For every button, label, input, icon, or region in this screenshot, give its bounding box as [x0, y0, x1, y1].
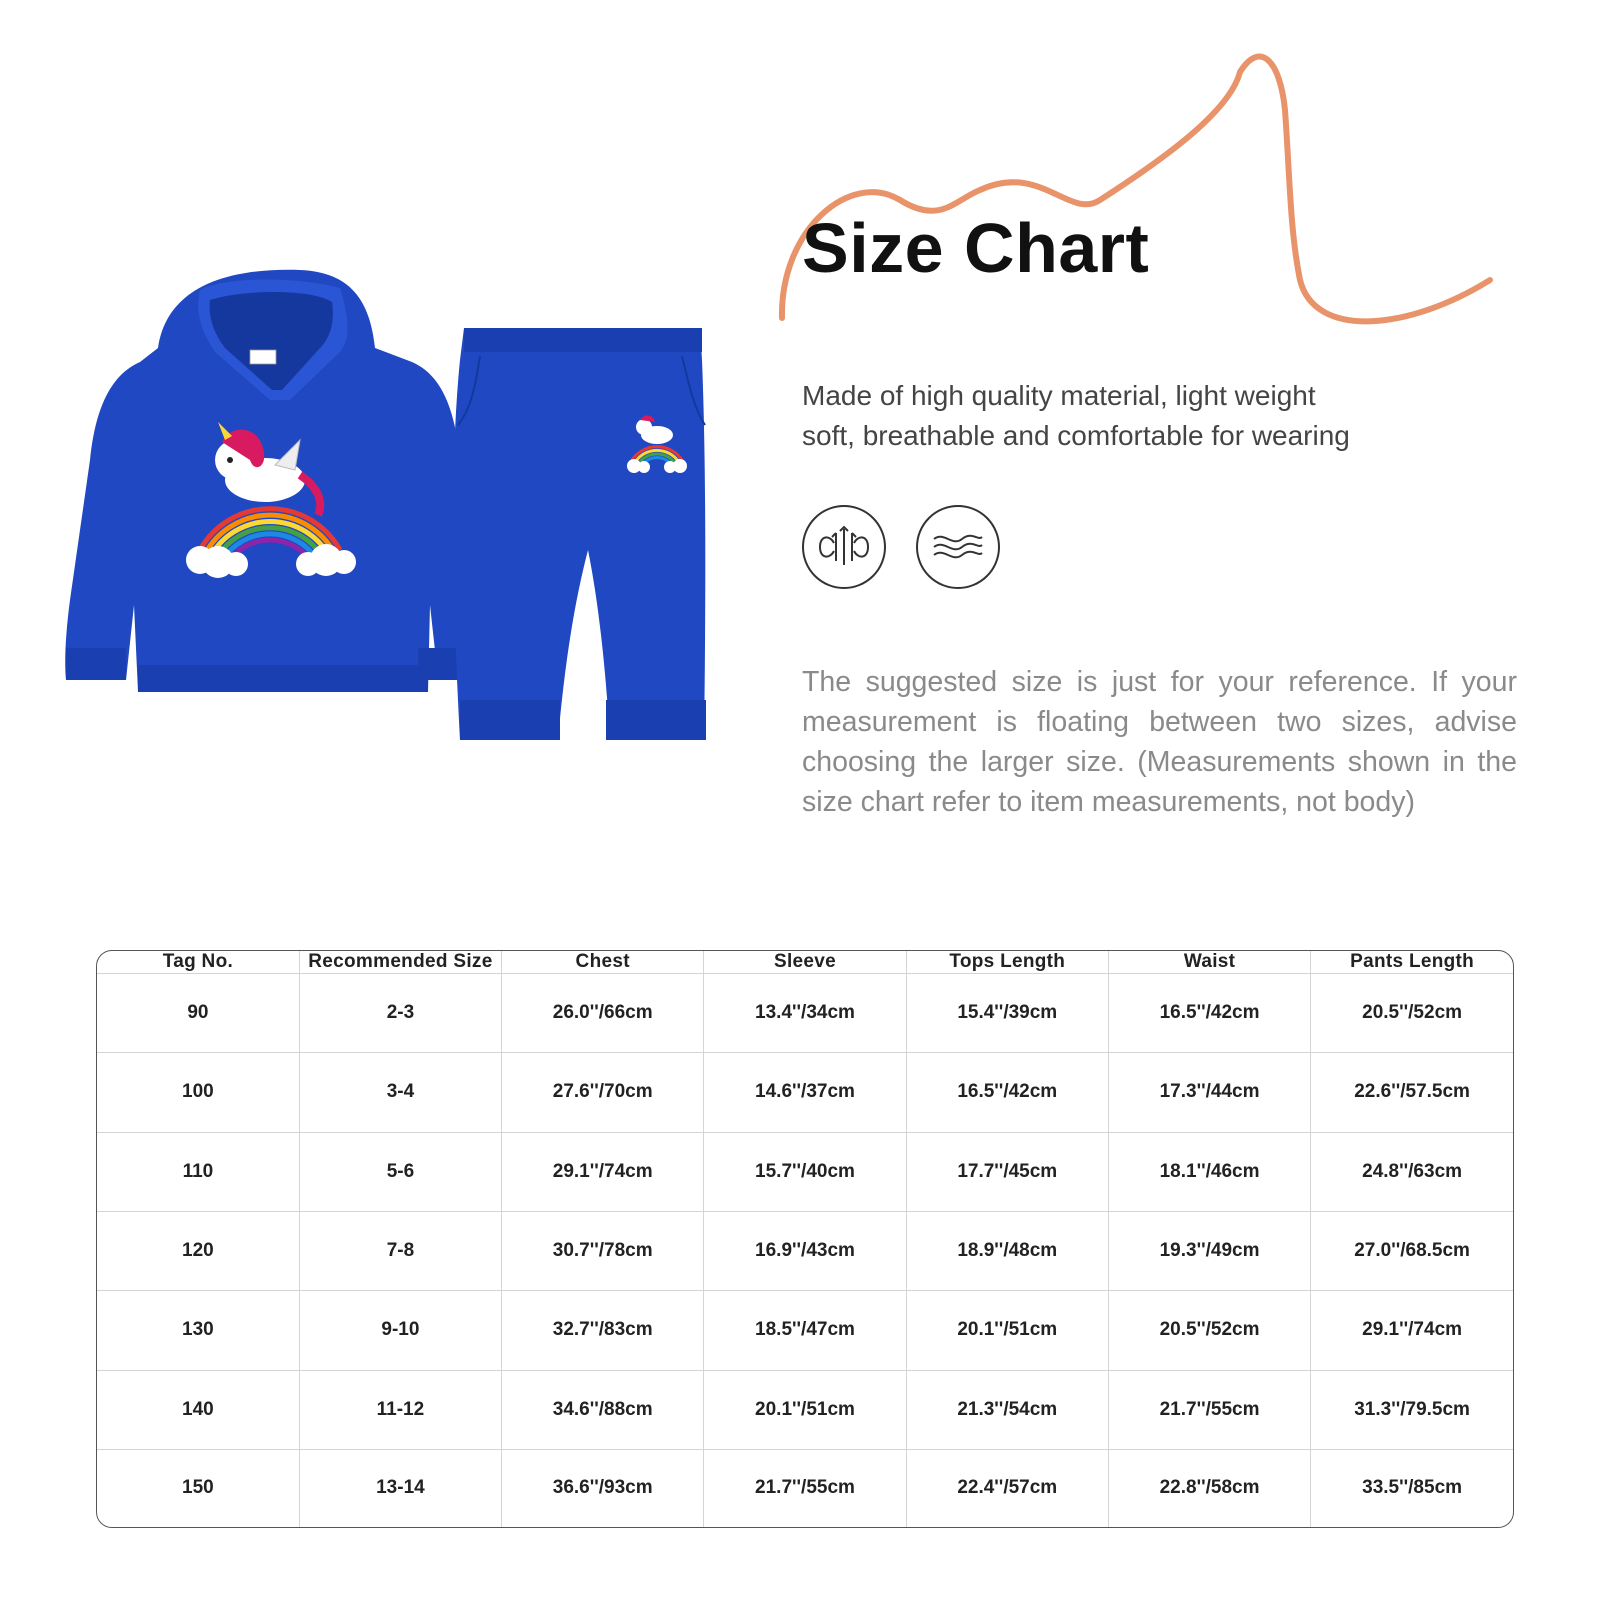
table-cell: 110 [97, 1132, 299, 1211]
table-cell: 27.6''/70cm [502, 1053, 704, 1132]
table-cell: 22.6''/57.5cm [1311, 1053, 1513, 1132]
table-cell: 16.5''/42cm [1108, 974, 1310, 1053]
table-cell: 7-8 [299, 1211, 501, 1290]
table-cell: 15.4''/39cm [906, 974, 1108, 1053]
table-cell: 15.7''/40cm [704, 1132, 906, 1211]
column-header: Sleeve [704, 951, 906, 974]
pants-image [453, 328, 706, 740]
table-header-row [97, 951, 1513, 974]
table-cell: 150 [97, 1449, 299, 1527]
table-cell: 100 [97, 1053, 299, 1132]
table-row [97, 1211, 1513, 1290]
table-cell: 36.6''/93cm [502, 1449, 704, 1527]
column-header: Waist [1108, 951, 1310, 974]
table-cell: 130 [97, 1291, 299, 1370]
table-cell: 11-12 [299, 1370, 501, 1449]
table-cell: 29.1''/74cm [502, 1132, 704, 1211]
table-cell: 20.5''/52cm [1108, 1291, 1310, 1370]
hoodie-image [65, 270, 479, 692]
table-cell: 16.9''/43cm [704, 1211, 906, 1290]
table-row [97, 1291, 1513, 1370]
feature-icons [802, 505, 1000, 589]
table-cell: 2-3 [299, 974, 501, 1053]
column-header: Pants Length [1311, 951, 1513, 974]
table-row [97, 974, 1513, 1053]
table-cell: 20.1''/51cm [704, 1370, 906, 1449]
table-cell: 140 [97, 1370, 299, 1449]
size-table [96, 950, 1514, 1528]
table-cell: 31.3''/79.5cm [1311, 1370, 1513, 1449]
column-header: Recommended Size [299, 951, 501, 974]
table-cell: 27.0''/68.5cm [1311, 1211, 1513, 1290]
table-row [97, 1449, 1513, 1527]
column-header: Chest [502, 951, 704, 974]
table-cell: 20.5''/52cm [1311, 974, 1513, 1053]
table-cell: 32.7''/83cm [502, 1291, 704, 1370]
table-cell: 90 [97, 974, 299, 1053]
table-cell: 21.7''/55cm [704, 1449, 906, 1527]
table-row [97, 1053, 1513, 1132]
soft-wave-icon [916, 505, 1000, 589]
breathable-icon [802, 505, 886, 589]
table-cell: 29.1''/74cm [1311, 1291, 1513, 1370]
table-cell: 9-10 [299, 1291, 501, 1370]
table-cell: 22.4''/57cm [906, 1449, 1108, 1527]
table-cell: 18.9''/48cm [906, 1211, 1108, 1290]
table-cell: 24.8''/63cm [1311, 1132, 1513, 1211]
table-cell: 20.1''/51cm [906, 1291, 1108, 1370]
table-cell: 17.3''/44cm [1108, 1053, 1310, 1132]
product-illustration [50, 260, 750, 820]
table-cell: 17.7''/45cm [906, 1132, 1108, 1211]
description-line: soft, breathable and comfortable for wearing [802, 420, 1350, 451]
table-cell: 5-6 [299, 1132, 501, 1211]
column-header: Tops Length [906, 951, 1108, 974]
decorative-swirl [770, 50, 1550, 350]
table-cell: 22.8''/58cm [1108, 1449, 1310, 1527]
table-cell: 33.5''/85cm [1362, 1477, 1463, 1499]
table-cell: 18.5''/47cm [704, 1291, 906, 1370]
size-note: The suggested size is just for your reference. If your measurement is floating between two sizes, advise choosing the larger size. (Measurements shown in the size chart refer to item measurements, not body) [802, 666, 1517, 818]
column-header: Tag No. [97, 951, 299, 974]
page-title: Size Chart [802, 209, 1150, 287]
table-cell: 21.3''/54cm [906, 1370, 1108, 1449]
table-cell: 26.0''/66cm [502, 974, 704, 1053]
table-cell: 3-4 [299, 1053, 501, 1132]
table-cell: 13.4''/34cm [704, 974, 906, 1053]
table-cell: 21.7''/55cm [1108, 1370, 1310, 1449]
table-cell: 18.1''/46cm [1108, 1132, 1310, 1211]
table-cell: 19.3''/49cm [1108, 1211, 1310, 1290]
product-description [802, 376, 1522, 456]
table-cell: 30.7''/78cm [502, 1211, 704, 1290]
table-cell: 120 [97, 1211, 299, 1290]
table-row [97, 1370, 1513, 1449]
table-row [97, 1132, 1513, 1211]
table-cell: 16.5''/42cm [906, 1053, 1108, 1132]
table-cell: 14.6''/37cm [704, 1053, 906, 1132]
description-line: Made of high quality material, light weight [802, 380, 1316, 411]
table-cell: 13-14 [299, 1449, 501, 1527]
table-cell: 34.6''/88cm [502, 1370, 704, 1449]
table-body [97, 974, 1513, 1528]
